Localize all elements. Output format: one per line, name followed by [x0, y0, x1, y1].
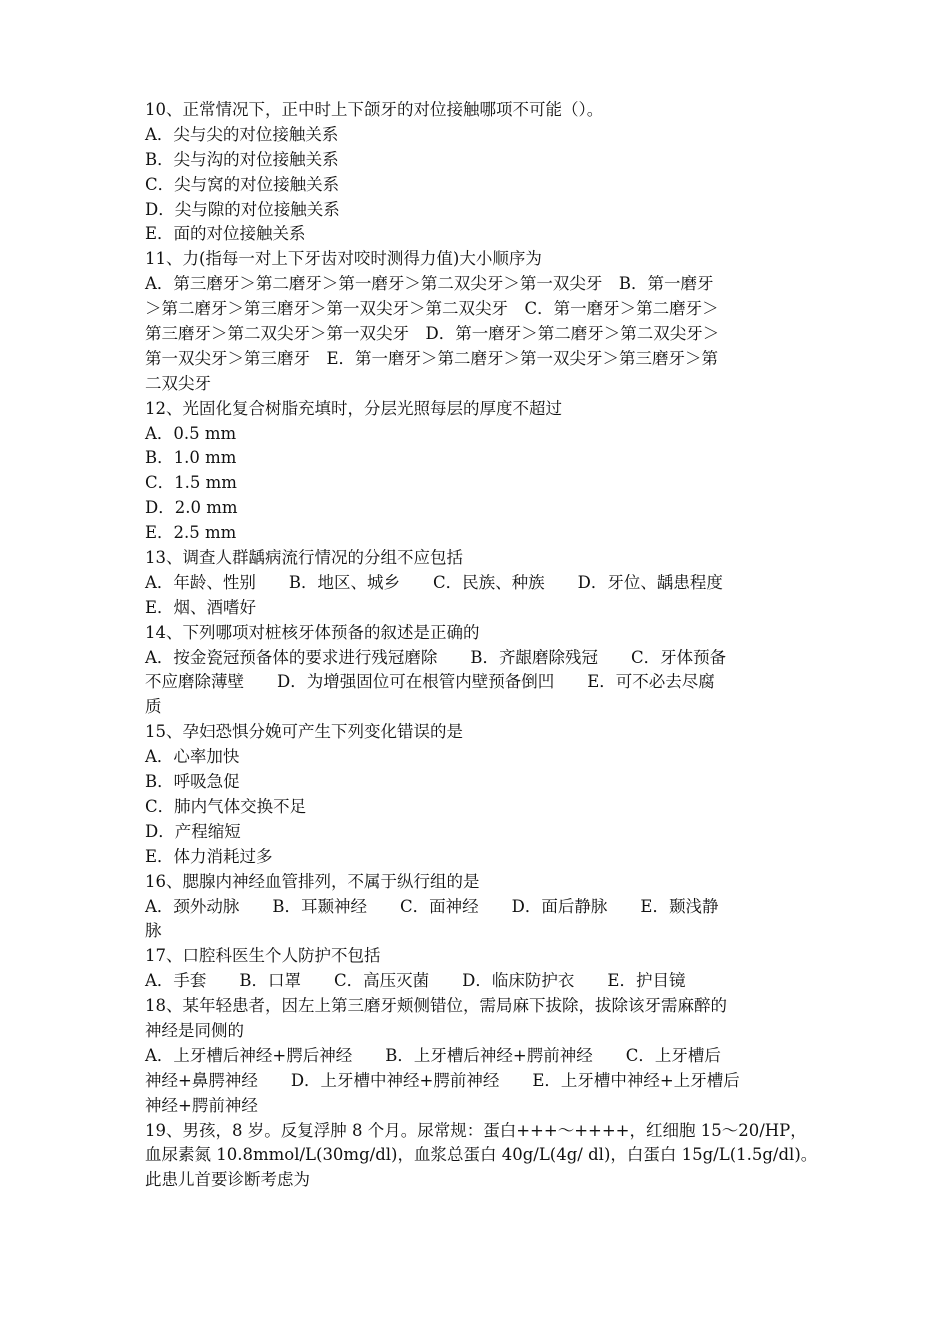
- question-16-options-line-1: A．颈外动脉 B．耳颞神经 C．面神经 D．面后静脉 E．颞浅静: [145, 896, 719, 916]
- question-19-stem-line-2: 血尿素氮 10.8mmol/L(30mg/dl)，血浆总蛋白 40g/L(4g/ dl)，白蛋白 15g/L(1.5g/dl)。: [145, 1145, 818, 1165]
- question-11-options-line-1: A．第三磨牙＞第二磨牙＞第一磨牙＞第二双尖牙＞第一双尖牙 B．第一磨牙: [145, 274, 714, 294]
- question-14-options-line-1: A．按金瓷冠预备体的要求进行残冠磨除 B．齐龈磨除残冠 C．牙体预备: [145, 647, 727, 667]
- question-15-option-a: A．心率加快: [145, 747, 240, 767]
- question-10-option-a: A．尖与尖的对位接触关系: [145, 124, 339, 144]
- document-page: [145, 98, 818, 1193]
- question-18-stem-line-2: 神经是同侧的: [145, 1020, 244, 1040]
- question-13-options-line-2: E．烟、酒嗜好: [145, 597, 257, 617]
- question-14-options-line-2: 不应磨除薄壁 D．为增强固位可在根管内壁预备倒凹 E．可不必去尽腐: [145, 672, 715, 692]
- question-17-options-line-1: A．手套 B．口罩 C．高压灭菌 D．临床防护衣 E．护目镜: [145, 971, 686, 991]
- question-11-options-line-3: 第三磨牙＞第二双尖牙＞第一双尖牙 D．第一磨牙＞第二磨牙＞第二双尖牙＞: [145, 324, 720, 344]
- question-15-option-d: D．产程缩短: [145, 821, 241, 841]
- question-13-stem: 13、调查人群龋病流行情况的分组不应包括: [145, 548, 463, 568]
- question-14-stem: 14、下列哪项对桩核牙体预备的叙述是正确的: [145, 622, 480, 642]
- question-12-option-e: E．2.5 mm: [145, 523, 237, 543]
- question-16-stem: 16、腮腺内神经血管排列，不属于纵行组的是: [145, 871, 480, 891]
- question-10-stem: 10、正常情况下，正中时上下颌牙的对位接触哪项不可能（）。: [145, 100, 604, 119]
- question-19-stem-line-1: 19、男孩，8 岁。反复浮肿 8 个月。尿常规：蛋白+++～++++，红细胞 15～20/HP，: [145, 1120, 807, 1140]
- question-11-options-line-5: 二双尖牙: [145, 373, 211, 393]
- question-10-option-d: D．尖与隙的对位接触关系: [145, 199, 340, 219]
- question-11-stem: 11、力(指每一对上下牙齿对咬时测得力值)大小顺序为: [145, 249, 542, 269]
- question-18-options-line-3: 神经+腭前神经: [145, 1095, 258, 1115]
- question-11-options-line-2: ＞第二磨牙＞第三磨牙＞第一双尖牙＞第二双尖牙 C．第一磨牙＞第二磨牙＞: [145, 299, 719, 319]
- question-10-option-e: E．面的对位接触关系: [145, 224, 306, 244]
- question-12-stem: 12、光固化复合树脂充填时，分层光照每层的厚度不超过: [145, 398, 562, 418]
- question-15-option-e: E．体力消耗过多: [145, 846, 273, 866]
- question-15-stem: 15、孕妇恐惧分娩可产生下列变化错误的是: [145, 722, 463, 742]
- question-10-option-b: B．尖与沟的对位接触关系: [145, 149, 339, 169]
- question-14-options-line-3: 质: [145, 697, 162, 717]
- question-10-option-c: C．尖与窝的对位接触关系: [145, 174, 340, 194]
- question-17-stem: 17、口腔科医生个人防护不包括: [145, 946, 381, 966]
- question-15-option-b: B．呼吸急促: [145, 772, 240, 792]
- question-12-option-d: D．2.0 mm: [145, 498, 238, 518]
- question-11-options-line-4: 第一双尖牙＞第三磨牙 E．第一磨牙＞第二磨牙＞第一双尖牙＞第三磨牙＞第: [145, 348, 719, 368]
- question-19-stem-line-3: 此患儿首要诊断考虑为: [145, 1170, 310, 1190]
- question-18-options-line-1: A．上牙槽后神经+腭后神经 B．上牙槽后神经+腭前神经 C．上牙槽后: [145, 1045, 721, 1065]
- question-18-stem-line-1: 18、某年轻患者，因左上第三磨牙颊侧错位，需局麻下拔除，拔除该牙需麻醉的: [145, 996, 727, 1016]
- question-12-option-a: A．0.5 mm: [145, 423, 237, 443]
- question-18-options-line-2: 神经+鼻腭神经 D．上牙槽中神经+腭前神经 E．上牙槽中神经+上牙槽后: [145, 1070, 740, 1090]
- question-16-options-line-2: 脉: [145, 921, 162, 941]
- question-13-options-line-1: A．年龄、性别 B．地区、城乡 C．民族、种族 D．牙位、龋患程度: [145, 572, 723, 592]
- question-15-option-c: C．肺内气体交换不足: [145, 796, 307, 816]
- question-12-option-b: B．1.0 mm: [145, 448, 237, 468]
- question-12-option-c: C．1.5 mm: [145, 473, 237, 493]
